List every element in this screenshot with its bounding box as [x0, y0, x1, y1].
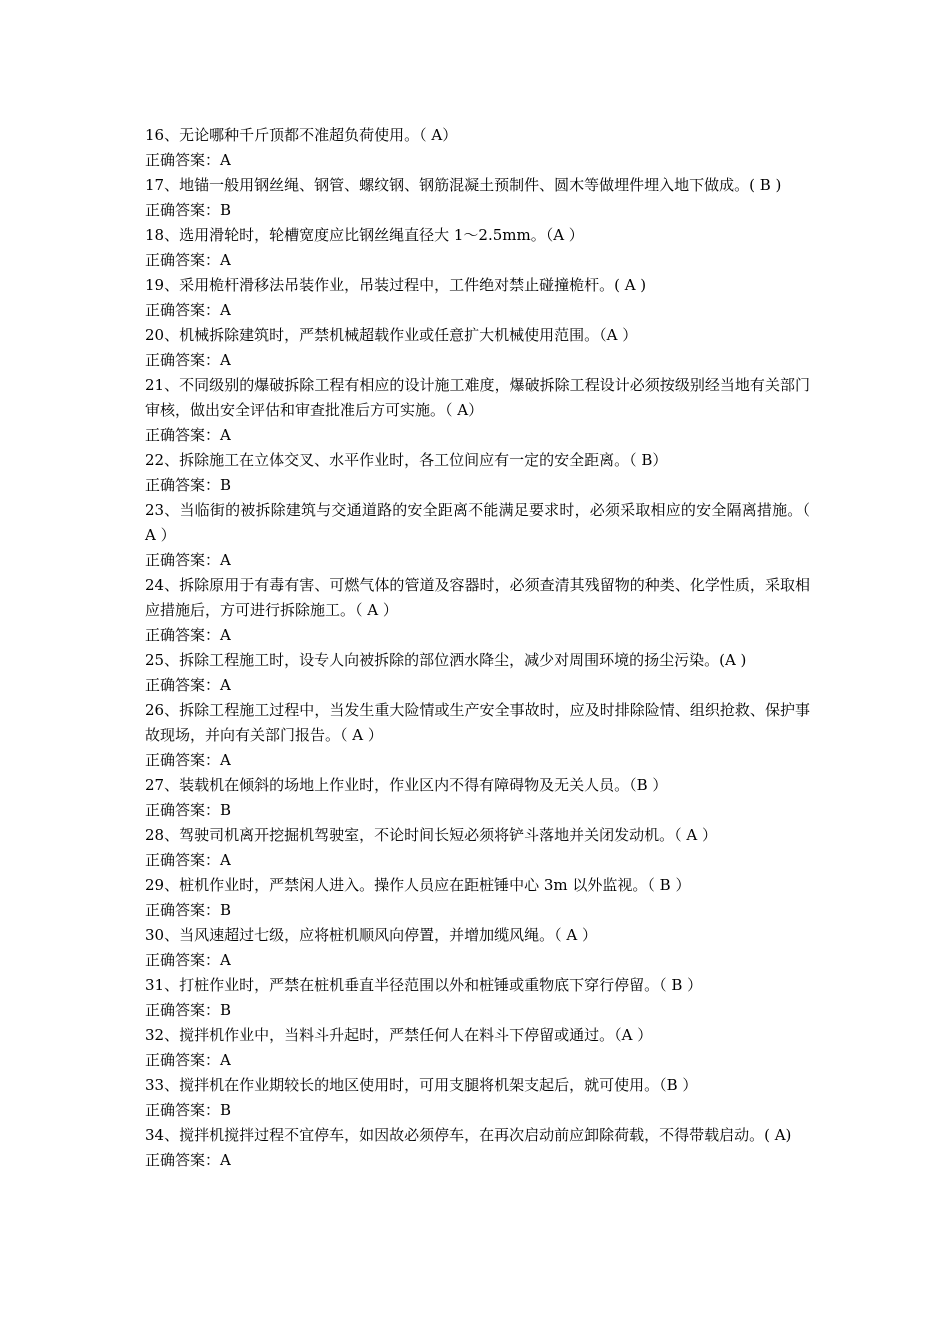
question-block [145, 923, 810, 973]
question-text: 23、当临街的被拆除建筑与交通道路的安全距离不能满足要求时，必须采取相应的安全隔离措施。（ A ） [145, 501, 810, 544]
question-text: 32、搅拌机作业中，当料斗升起时，严禁任何人在料斗下停留或通过。（A ） [145, 1026, 653, 1044]
question-text: 24、拆除原用于有毒有害、可燃气体的管道及容器时，必须查清其残留物的种类、化学性质，采取相应措施后，方可进行拆除施工。（ A ） [145, 576, 810, 619]
answer-value: B [220, 476, 232, 494]
question-text: 19、采用桅杆滑移法吊装作业，吊装过程中，工件绝对禁止碰撞桅杆。( A ) [145, 276, 647, 294]
question-block [145, 223, 810, 273]
answer-value: B [220, 901, 232, 919]
question-block [145, 123, 810, 173]
question-block [145, 448, 810, 498]
answer-value: A [220, 676, 231, 694]
answer-value: A [220, 301, 231, 319]
answer-label: 正确答案： [145, 801, 221, 819]
question-text: 31、打桩作业时，严禁在桩机垂直半径范围以外和桩锤或重物底下穿行停留。（ B ） [145, 976, 703, 994]
question-text: 34、搅拌机搅拌过程不宜停车，如因故必须停车，在再次启动前应卸除荷载，不得带载启动。( A) [145, 1126, 792, 1144]
question-block [145, 498, 810, 573]
answer-label: 正确答案： [145, 751, 221, 769]
question-text: 21、不同级别的爆破拆除工程有相应的设计施工难度，爆破拆除工程设计必须按级别经当地有关部门审核，做出安全评估和审查批准后方可实施。（ A） [145, 376, 810, 419]
answer-value: A [220, 426, 231, 444]
question-block [145, 323, 810, 373]
question-block [145, 1123, 810, 1173]
question-block [145, 173, 810, 223]
answer-label: 正确答案： [145, 901, 221, 919]
answer-value: B [220, 201, 232, 219]
question-block [145, 1023, 810, 1073]
question-text: 20、机械拆除建筑时，严禁机械超载作业或任意扩大机械使用范围。（A ） [145, 326, 638, 344]
answer-line [145, 1148, 810, 1173]
question-block [145, 823, 810, 873]
answer-line [145, 348, 810, 373]
question-block [145, 648, 810, 698]
answer-line [145, 623, 810, 648]
document-body [145, 123, 810, 1173]
answer-label: 正确答案： [145, 201, 221, 219]
answer-label: 正确答案： [145, 301, 221, 319]
answer-line [145, 898, 810, 923]
answer-label: 正确答案： [145, 151, 221, 169]
question-block [145, 873, 810, 923]
question-block [145, 773, 810, 823]
answer-value: A [220, 1151, 231, 1169]
answer-label: 正确答案： [145, 1101, 221, 1119]
answer-label: 正确答案： [145, 851, 221, 869]
answer-value: A [220, 851, 231, 869]
question-block [145, 698, 810, 773]
answer-line [145, 673, 810, 698]
answer-label: 正确答案： [145, 426, 221, 444]
answer-value: A [220, 351, 231, 369]
answer-line [145, 948, 810, 973]
question-text: 30、当风速超过七级，应将桩机顺风向停置，并增加缆风绳。（ A ） [145, 926, 597, 944]
question-text: 22、拆除施工在立体交叉、水平作业时，各工位间应有一定的安全距离。（ B） [145, 451, 668, 469]
answer-value: B [220, 1001, 232, 1019]
answer-value: A [220, 1051, 231, 1069]
answer-line [145, 298, 810, 323]
question-block [145, 973, 810, 1023]
answer-label: 正确答案： [145, 1151, 221, 1169]
question-block [145, 373, 810, 448]
question-text: 29、桩机作业时，严禁闲人进入。操作人员应在距桩锤中心 3m 以外监视。（ B ） [145, 876, 691, 894]
question-text: 25、拆除工程施工时，设专人向被拆除的部位洒水降尘，减少对周围环境的扬尘污染。(A ) [145, 651, 747, 669]
question-text: 28、驾驶司机离开挖掘机驾驶室，不论时间长短必须将铲斗落地并关闭发动机。（ A ） [145, 826, 717, 844]
question-block [145, 1073, 810, 1123]
answer-line [145, 148, 810, 173]
answer-line [145, 1048, 810, 1073]
answer-label: 正确答案： [145, 951, 221, 969]
answer-line [145, 473, 810, 498]
answer-line [145, 748, 810, 773]
answer-label: 正确答案： [145, 626, 221, 644]
answer-value: B [220, 801, 232, 819]
question-block [145, 273, 810, 323]
answer-label: 正确答案： [145, 1051, 221, 1069]
answer-line [145, 198, 810, 223]
answer-value: B [220, 1101, 232, 1119]
answer-value: A [220, 626, 231, 644]
answer-value: A [220, 751, 231, 769]
answer-line [145, 248, 810, 273]
question-text: 16、无论哪种千斤顶都不准超负荷使用。（ A） [145, 126, 458, 144]
answer-label: 正确答案： [145, 676, 221, 694]
answer-value: A [220, 251, 231, 269]
answer-line [145, 1098, 810, 1123]
answer-line [145, 423, 810, 448]
answer-line [145, 998, 810, 1023]
question-block [145, 573, 810, 648]
question-text: 33、搅拌机在作业期较长的地区使用时，可用支腿将机架支起后，就可使用。（B ） [145, 1076, 698, 1094]
question-text: 27、装载机在倾斜的场地上作业时，作业区内不得有障碍物及无关人员。（B ） [145, 776, 668, 794]
answer-label: 正确答案： [145, 476, 221, 494]
answer-label: 正确答案： [145, 351, 221, 369]
answer-label: 正确答案： [145, 1001, 221, 1019]
question-text: 18、选用滑轮时，轮槽宽度应比钢丝绳直径大 1～2.5mm。（A ） [145, 226, 584, 244]
question-text: 26、拆除工程施工过程中，当发生重大险情或生产安全事故时，应及时排除险情、组织抢救、保护事故现场，并向有关部门报告。（ A ） [145, 701, 810, 744]
answer-value: A [220, 951, 231, 969]
answer-line [145, 798, 810, 823]
answer-line [145, 848, 810, 873]
question-text: 17、地锚一般用钢丝绳、钢管、螺纹钢、钢筋混凝土预制件、圆木等做埋件埋入地下做成。( B ) [145, 176, 782, 194]
answer-line [145, 548, 810, 573]
answer-label: 正确答案： [145, 551, 221, 569]
answer-value: A [220, 151, 231, 169]
answer-label: 正确答案： [145, 251, 221, 269]
answer-value: A [220, 551, 231, 569]
